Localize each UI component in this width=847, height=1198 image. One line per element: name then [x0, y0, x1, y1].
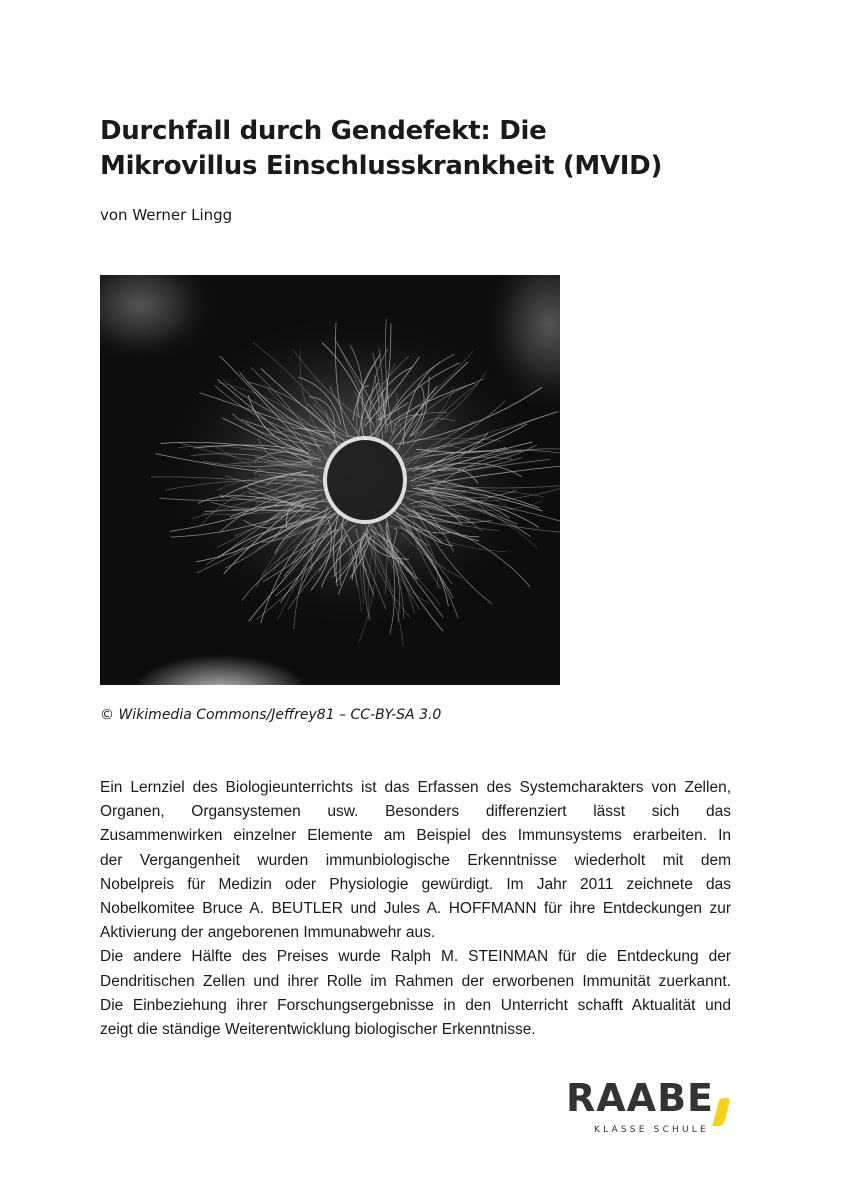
body-line: Zusammenwirken einzelner Elemente am Beispiel des Immunsystems erarbeiten. In: [100, 827, 731, 845]
microscopy-image: [100, 275, 560, 685]
body-line: Die andere Hälfte des Preises wurde Ralph M. STEINMAN für die Entdeckung der: [100, 948, 731, 966]
document-title: [100, 114, 662, 184]
body-line: Organen, Organsystemen usw. Besonders differenziert lässt sich das: [100, 803, 731, 821]
body-line: Dendritischen Zellen und ihrer Rolle im Rahmen der erworbenen Immunität zuerkannt.: [100, 972, 731, 990]
body-line: Nobelkomitee Bruce A. BEUTLER und Jules A. HOFFMANN für ihre Entdeckungen zur: [100, 899, 731, 917]
logo-comma-mark: [712, 1098, 731, 1126]
body-line: Ein Lernziel des Biologieunterrichts ist das Erfassen des Systemcharakters von Zellen,: [100, 779, 731, 796]
logo-tagline: KLASSE SCHULE: [594, 1125, 709, 1135]
raabe-logo: [566, 1078, 741, 1142]
cell-image-graphic: [100, 275, 560, 685]
logo-wordmark: RAABE: [566, 1076, 715, 1120]
title-line-1: Durchfall durch Gendefekt: Die: [100, 116, 547, 146]
body-line: Aktivierung der angeborenen Immunabwehr aus.: [100, 924, 436, 942]
figure-caption: © Wikimedia Commons/Jeffrey81 – CC-BY-SA 3.0: [100, 707, 442, 723]
body-line: zeigt die ständige Weiterentwicklung biologischer Erkenntnisse.: [100, 1020, 536, 1038]
body-line: der Vergangenheit wurden immunbiologische Erkenntnisse wiederholt mit dem: [100, 851, 731, 869]
body-line: Die Einbeziehung ihrer Forschungsergebnisse in den Unterricht schafft Aktualität und: [100, 996, 731, 1014]
author: von Werner Lingg: [100, 206, 233, 224]
title-line-2: Mikrovillus Einschlusskrankheit (MVID): [100, 151, 663, 181]
body-line: Nobelpreis für Medizin oder Physiologie gewürdigt. Im Jahr 2011 zeichnete das: [100, 875, 731, 893]
body-text: [100, 776, 731, 1042]
